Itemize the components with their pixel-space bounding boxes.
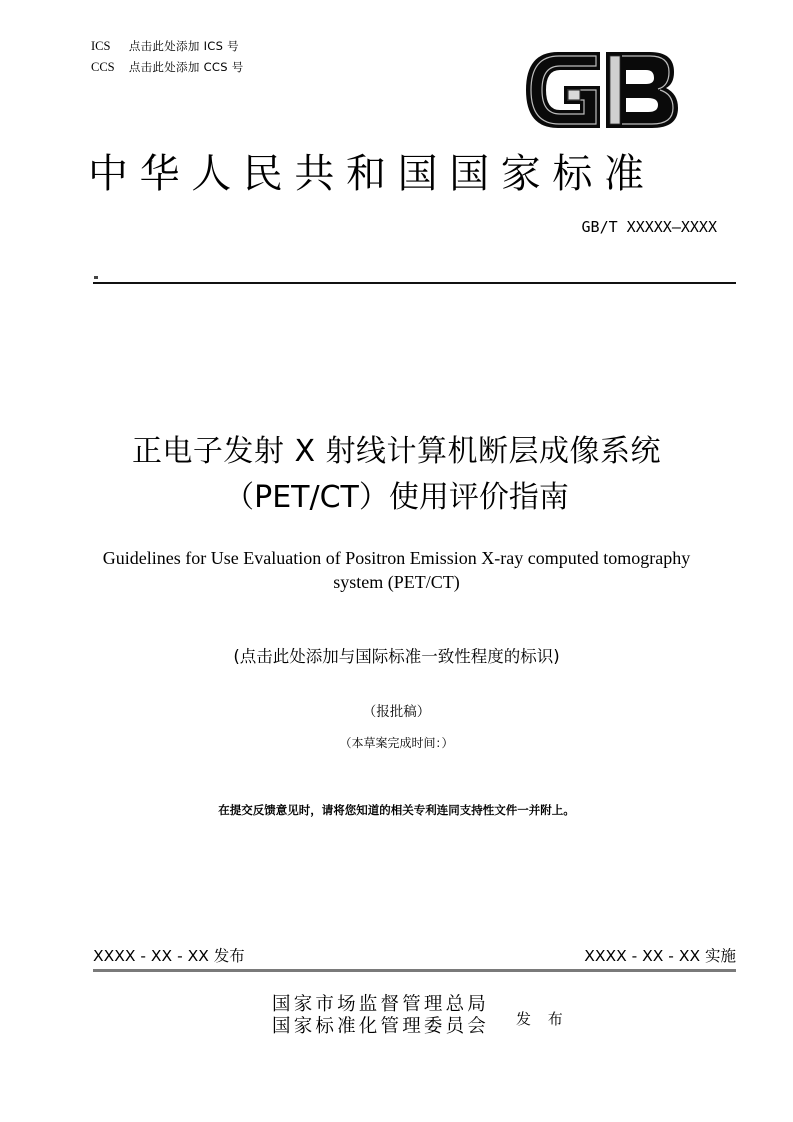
- issuer-samr: 国家市场监督管理总局: [272, 994, 490, 1015]
- draft-completion-time: （本草案完成时间：）: [339, 736, 454, 750]
- consistency-placeholder[interactable]: (点击此处添加与国际标准一致性程度的标识): [233, 647, 560, 666]
- national-standard-title: 中华人民共和国国家标准: [88, 151, 656, 197]
- issuing-authorities: [272, 994, 489, 1038]
- footer-divider: [93, 969, 736, 972]
- gb-logo-icon: [522, 48, 682, 132]
- draft-stage: （报批稿）: [362, 704, 431, 720]
- ccs-placeholder[interactable]: 点击此处添加 CCS 号: [128, 60, 244, 74]
- publish-date: XXXX - XX - XX 发布: [93, 947, 245, 965]
- header-divider: [93, 282, 736, 284]
- ics-placeholder[interactable]: 点击此处添加 ICS 号: [128, 39, 239, 53]
- english-title-line-2: system (PET/CT): [333, 572, 460, 592]
- standard-number: GB/T XXXXX—XXXX: [581, 218, 717, 236]
- implement-date: XXXX - XX - XX 实施: [584, 947, 736, 965]
- ccs-field[interactable]: [91, 59, 244, 75]
- ccs-label: CCS: [91, 60, 115, 74]
- document-title-line-1: 正电子发射 X 射线计算机断层成像系统: [131, 434, 662, 469]
- issue-label: 发 布: [516, 1010, 569, 1028]
- patent-notice: 在提交反馈意见时，请将您知道的相关专利连同支持性文件一并附上。: [218, 803, 575, 817]
- english-title-line-1: Guidelines for Use Evaluation of Positron Emission X-ray computed tomography: [102, 548, 691, 568]
- ics-field[interactable]: [91, 38, 239, 54]
- corner-mark: [94, 276, 98, 279]
- document-title-line-2: （PET/CT）使用评价指南: [224, 480, 569, 515]
- ics-label: ICS: [91, 39, 111, 53]
- issuer-sac: 国家标准化管理委员会: [272, 1016, 490, 1037]
